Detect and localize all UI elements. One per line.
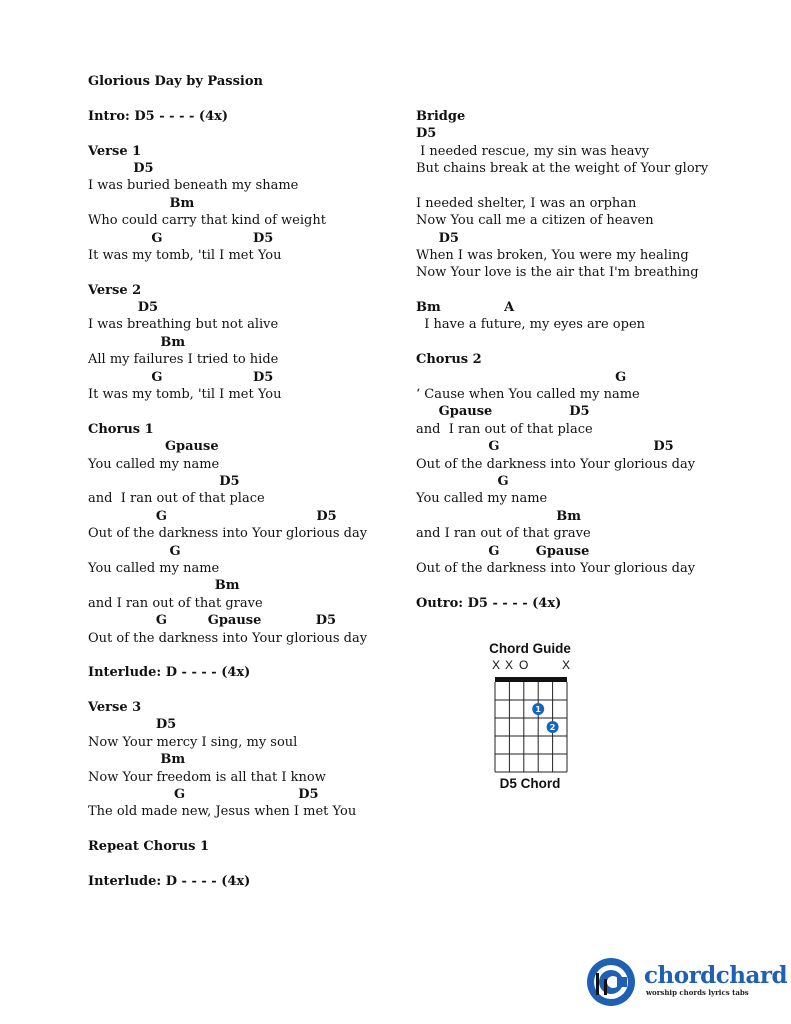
- blank-line: [88, 264, 388, 281]
- blank-line: [416, 90, 736, 107]
- chord-or-heading-line: D5: [88, 300, 159, 316]
- chord-or-heading-line: Verse 1: [88, 143, 142, 159]
- chord-or-heading-line: D5: [88, 473, 240, 489]
- string-marker-6: X: [562, 658, 571, 672]
- lyric-line: You called my name: [416, 491, 548, 507]
- chord-or-heading-line: G: [88, 543, 181, 559]
- chord-or-heading-line: G D5: [88, 508, 337, 524]
- lyric-line: You called my name: [88, 456, 220, 472]
- blank-line: [88, 125, 388, 142]
- chord-or-heading-line: Bridge: [416, 108, 466, 124]
- lyric-line: The old made new, Jesus when I met You: [88, 804, 357, 820]
- chord-guide-title: Chord Guide: [489, 641, 571, 656]
- string-marker-3: O: [519, 658, 529, 672]
- chord-or-heading-line: G D5: [88, 369, 274, 385]
- string-marker-2: X: [505, 658, 514, 672]
- lyric-line: and I ran out of that place: [88, 491, 265, 507]
- lyric-line: Now Your freedom is all that I know: [88, 769, 326, 785]
- blank-line: [88, 647, 388, 664]
- lyric-line: Out of the darkness into Your glorious day: [88, 526, 368, 542]
- chord-or-heading-line: D5: [88, 717, 177, 733]
- blank-line: [88, 403, 388, 420]
- chord-or-heading-line: G: [416, 369, 627, 385]
- chord-or-heading-line: Bm: [88, 578, 240, 594]
- logo-tagline: worship chords lyrics tabs: [646, 988, 749, 997]
- nut: [495, 677, 567, 682]
- blank-line: [416, 282, 736, 299]
- chord-or-heading-line: Interlude: D - - - - (4x): [88, 665, 251, 681]
- lyric-line: I have a future, my eyes are open: [416, 317, 646, 333]
- left-column: [88, 73, 388, 890]
- lyric-line: and I ran out of that grave: [88, 595, 263, 611]
- chord-or-heading-line: G Gpause: [416, 543, 590, 559]
- lyric-line: and I ran out of that place: [416, 421, 593, 437]
- chord-or-heading-line: Bm: [88, 195, 195, 211]
- lyric-line: ‘ Cause when You called my name: [416, 387, 640, 403]
- right-column: [416, 73, 736, 612]
- lyric-line: Out of the darkness into Your glorious day: [416, 456, 696, 472]
- lyric-line: Out of the darkness into Your glorious day: [416, 560, 696, 576]
- chord-or-heading-line: Chorus 1: [88, 421, 154, 437]
- string-marker-1: X: [492, 658, 501, 672]
- blank-line: [416, 177, 736, 194]
- lyric-line: and I ran out of that grave: [416, 526, 591, 542]
- blank-line: [416, 334, 736, 351]
- lyric-line: Out of the darkness into Your glorious day: [88, 630, 368, 646]
- chord-name: D5 Chord: [499, 776, 561, 791]
- chord-or-heading-line: D5: [88, 160, 154, 176]
- lyric-line: It was my tomb, 'til I met You: [88, 247, 282, 263]
- chord-or-heading-line: Bm: [88, 334, 186, 350]
- blank-line: [416, 73, 736, 90]
- chord-or-heading-line: Bm A: [416, 300, 515, 316]
- chord-or-heading-line: Gpause: [88, 439, 219, 455]
- blank-line: [88, 821, 388, 838]
- blank-line: [88, 90, 388, 107]
- lyric-line: I was buried beneath my shame: [88, 178, 299, 194]
- chord-or-heading-line: G Gpause D5: [88, 613, 337, 629]
- chord-or-heading-line: Intro: D5 - - - - (4x): [88, 108, 229, 124]
- chord-or-heading-line: Repeat Chorus 1: [88, 839, 210, 855]
- finger-number-1: 1: [535, 705, 541, 714]
- blank-line: [88, 856, 388, 873]
- chord-or-heading-line: Chorus 2: [416, 352, 482, 368]
- lyric-line: I was breathing but not alive: [88, 317, 279, 333]
- blank-line: [88, 682, 388, 699]
- chord-or-heading-line: D5: [416, 230, 459, 246]
- lyric-line: It was my tomb, 'til I met You: [88, 387, 282, 403]
- chord-or-heading-line: G D5: [416, 439, 674, 455]
- chord-or-heading-line: Verse 3: [88, 700, 142, 716]
- lyric-line: Who could carry that kind of weight: [88, 213, 326, 229]
- logo-brand-text: chordchard: [644, 962, 788, 989]
- chord-or-heading-line: Bm: [88, 752, 186, 768]
- chord-or-heading-line: Interlude: D - - - - (4x): [88, 873, 251, 889]
- chord-or-heading-line: G D5: [88, 787, 319, 803]
- lyric-line: I needed shelter, I was an orphan: [416, 195, 637, 211]
- chord-guide: [480, 640, 590, 800]
- lyric-line: But chains break at the weight of Your glory: [416, 160, 709, 176]
- chord-or-heading-line: Gpause D5: [416, 404, 590, 420]
- logo-emblem-icon: [584, 955, 644, 1009]
- chord-or-heading-line: Outro: D5 - - - - (4x): [416, 595, 562, 611]
- lyric-line: All my failures I tried to hide: [88, 352, 279, 368]
- lyric-line: Now Your love is the air that I'm breathing: [416, 265, 699, 281]
- chord-or-heading-line: G D5: [88, 230, 274, 246]
- chordchard-logo: [584, 955, 788, 1009]
- chord-or-heading-line: Glorious Day by Passion: [88, 74, 263, 89]
- chord-or-heading-line: D5: [416, 126, 437, 142]
- lyric-line: When I was broken, You were my healing: [416, 247, 689, 263]
- lyric-line: Now You call me a citizen of heaven: [416, 213, 654, 229]
- lyric-line: Now Your mercy I sing, my soul: [88, 734, 298, 750]
- chord-or-heading-line: G: [416, 473, 509, 489]
- lyric-line: You called my name: [88, 560, 220, 576]
- fretboard-diagram: [480, 640, 590, 780]
- lyric-line: I needed rescue, my sin was heavy: [416, 143, 650, 159]
- chord-or-heading-line: Bm: [416, 508, 582, 524]
- chord-or-heading-line: Verse 2: [88, 282, 142, 298]
- blank-line: [416, 577, 736, 594]
- finger-number-2: 2: [549, 723, 556, 732]
